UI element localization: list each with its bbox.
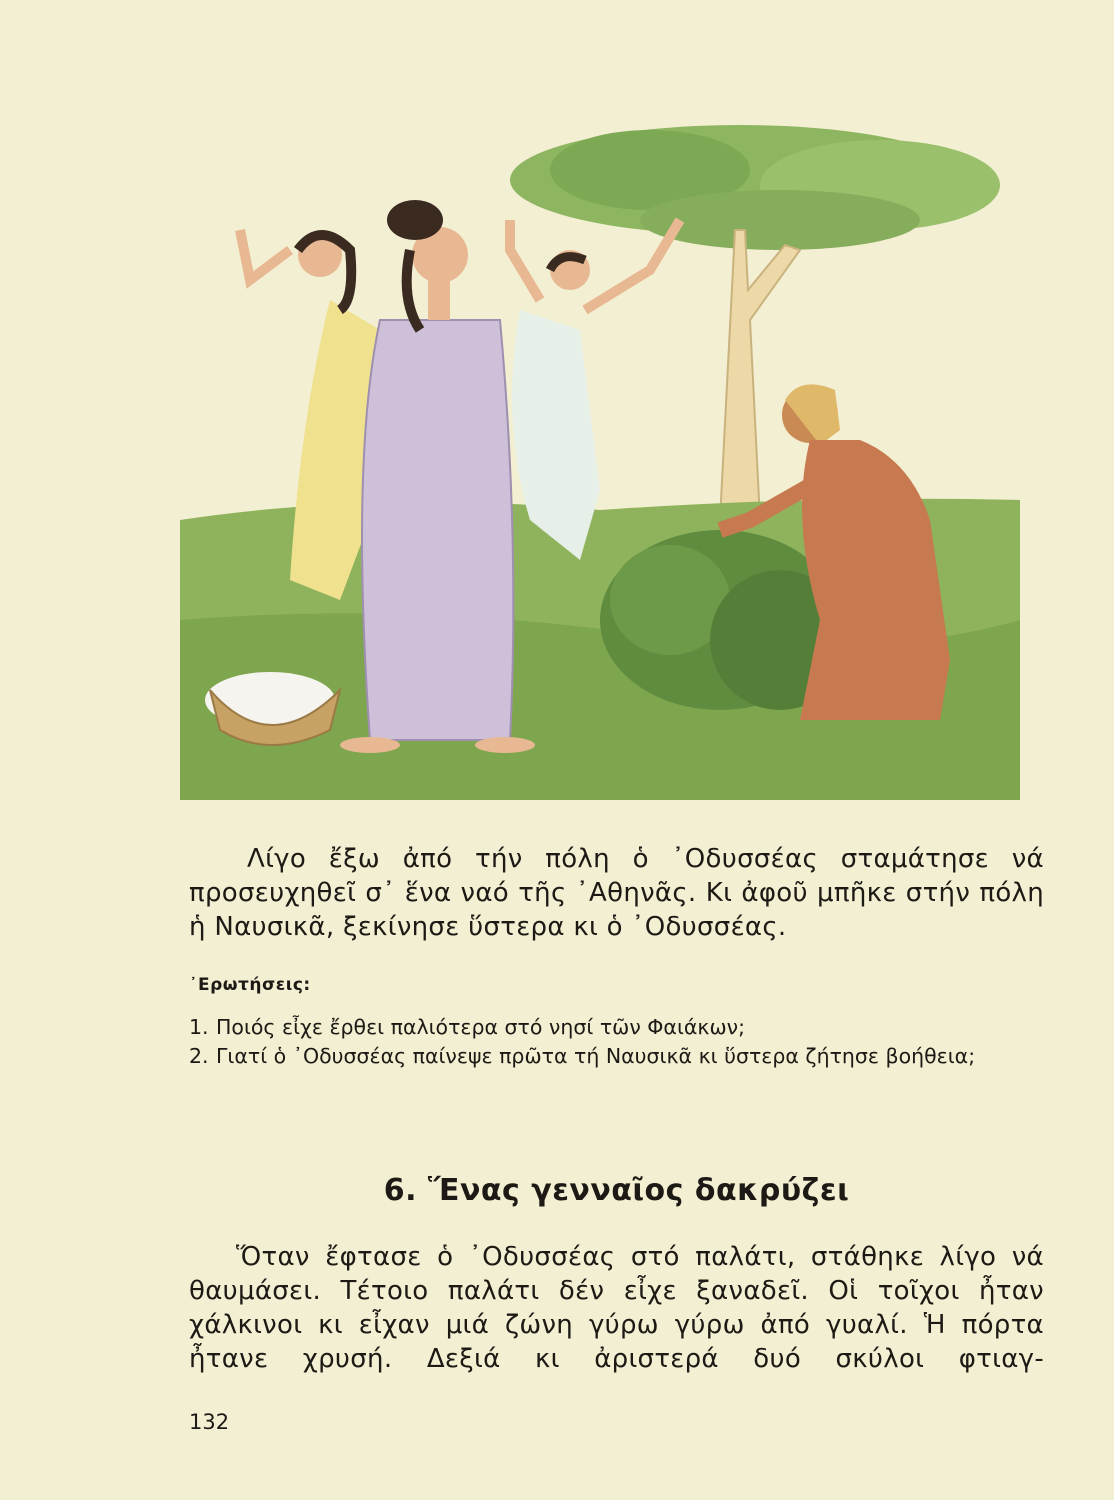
paragraph-1: Λίγο ἔξω ἀπό τήν πόλη ὁ ᾿Οδυσσέας σταμάτησε νά προσευχηθεῖ σ᾿ ἕνα ναό τῆς ᾿Αθηνᾶς. Κι ἀφοῦ μπῆκε στήν πόλη ἡ Ναυσικᾶ, ξεκίνησε ὕστερα κι ὁ ᾿Οδυσσέας. xyxy=(189,844,1044,942)
paragraph-2: Ὅταν ἔφτασε ὁ ᾿Οδυσσέας στό παλάτι, στάθηκε λίγο νά θαυμάσει. Τέτοιο παλάτι δέν εἶχε ξαναδεῖ. Οἱ τοῖχοι ἦταν χάλκινοι κι εἶχαν μιά ζώνη γύρω γύρω ἀπό γυαλί. Ἡ πόρτα ἦτανε χρυσή. Δεξιά κι ἀριστερά δυό σκύλοι φτιαγ- xyxy=(189,1242,1044,1374)
question-number: 2. xyxy=(189,1044,209,1068)
questions-list xyxy=(189,1013,1044,1071)
question-number: 1. xyxy=(189,1015,209,1039)
question-item xyxy=(189,1042,1044,1071)
question-text: Ποιός εἶχε ἔρθει παλιότερα στό νησί τῶν Φαιάκων; xyxy=(216,1015,746,1039)
basket-icon xyxy=(205,672,340,745)
illustration xyxy=(180,100,1020,800)
questions-heading: ᾿Ερωτήσεις: xyxy=(189,975,311,995)
chapter-title: 6. Ἕνας γενναῖος δακρύζει xyxy=(383,1173,850,1208)
question-text: Γιατί ὁ ᾿Οδυσσέας παίνεψε πρῶτα τή Ναυσικᾶ κι ὕστερα ζήτησε βοήθεια; xyxy=(216,1044,976,1068)
page-number: 132 xyxy=(189,1410,230,1434)
question-item xyxy=(189,1013,1044,1042)
